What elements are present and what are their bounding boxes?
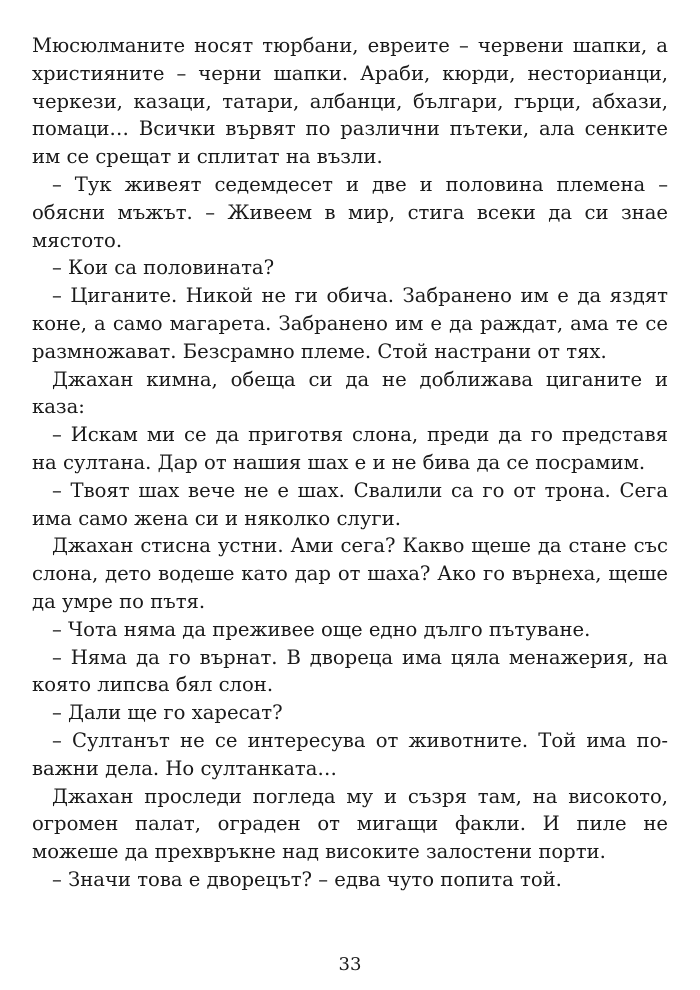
paragraph: – Твоят шах вече не е шах. Свалили са го от трона. Сега има само жена си и няколко слуги. (32, 478, 668, 530)
page-body (32, 32, 668, 894)
paragraph: – Кои са половината? (52, 256, 275, 280)
paragraph: – Значи това е дворецът? – едва чуто попита той. (52, 867, 562, 891)
paragraph: – Чота няма да преживее още едно дълго пътуване. (52, 617, 591, 641)
paragraph: Мюсюлманите носят тюрбани, евреите – червени шапки, а християните – черни шапки. Араби, кюрди, несторианци, черкези, казаци, татари, албанци, българи, гърци, абхази, помаци… Всички вървят по различни пътеки, ала сенките им се срещат и сплитат на възли. (32, 34, 668, 169)
paragraph: – Тук живеят седемдесет и две и половина племена – обясни мъжът. – Живеем в мир, стига всеки да си знае мястото. (32, 172, 668, 252)
paragraph: – Циганите. Никой не ги обича. Забранено им е да яздят коне, а само магарета. Забранено им е да раждат, ама те се размножават. Безсрамно племе. Стой настрани от тях. (32, 284, 668, 363)
paragraph: – Султанът не се интересува от животните. Той има по-важни дела. Но султанката… (32, 728, 668, 780)
paragraph: – Няма да го върнат. В двореца има цяла менажерия, на която липсва бял слон. (32, 645, 668, 697)
paragraph: Джахан стисна устни. Ами сега? Какво щеше да стане със слона, дето водеше като дар от шаха? Ако го върнеха, щеше да умре по пътя. (32, 534, 668, 613)
paragraph: – Искам ми се да приготвя слона, преди да го представя на султана. Дар от нашия шах е и не бива да се посрамим. (32, 423, 668, 474)
page-number: 33 (338, 954, 362, 975)
paragraph: Джахан проследи погледа му и съзря там, на високото, огромен палат, ограден от мигащи факли. И пиле не можеше да прехвръкне над високите залостени порти. (32, 784, 668, 864)
paragraph: – Дали ще го харесат? (52, 701, 283, 725)
paragraph: Джахан кимна, обеща си да не доближава циганите и каза: (32, 367, 668, 419)
